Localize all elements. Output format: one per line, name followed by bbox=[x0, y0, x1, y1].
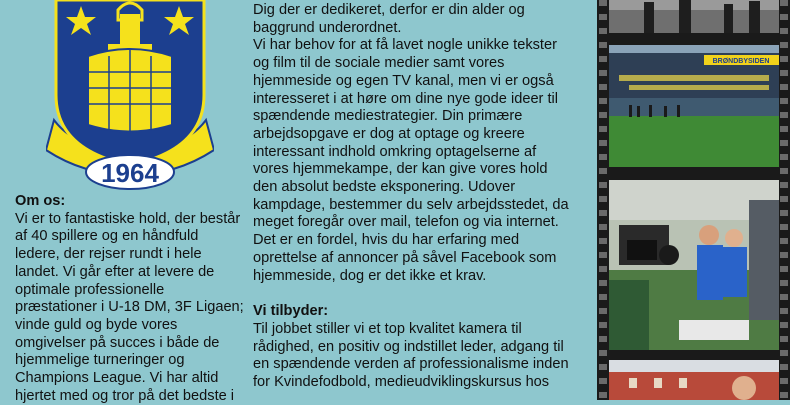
job-line: baggrund underordnet. bbox=[253, 19, 402, 36]
about-line: Vi er to fantastiske hold, der består bbox=[15, 210, 241, 227]
offer-line: Til jobbet stiller vi et top kvalitet kamera til bbox=[253, 320, 522, 337]
job-line: oprettelse af annoncer på såvel Facebook som bbox=[253, 249, 557, 266]
photo-stadium bbox=[609, 45, 779, 167]
photo-building bbox=[609, 360, 779, 400]
job-line: hjemmeside og egen TV kanal, men vi er også bbox=[253, 72, 554, 89]
job-line: Det er en fordel, hvis du har erfaring med bbox=[253, 232, 520, 249]
about-line: landet. Vi går efter at levere de bbox=[15, 263, 215, 280]
offer-heading: Vi tilbyder: bbox=[253, 303, 329, 320]
job-line: meget foregår over mail, telefon og via internet. bbox=[253, 214, 559, 231]
job-line: spændende mediestrategier. Din primære bbox=[253, 108, 523, 125]
offer-line: for Kvindefodbold, medieudviklingskursus hos bbox=[253, 374, 550, 391]
job-line: og film til de sociale medier samt vores bbox=[253, 55, 505, 72]
job-line: Dig der er dedikeret, derfor er din alder og bbox=[253, 2, 525, 18]
about-line: Champions League. Vi har altid bbox=[15, 370, 219, 387]
offer-line: rådighed, en positiv og indstillet leder, adgang til bbox=[253, 338, 564, 355]
about-line: vinde guld og byde vores bbox=[15, 316, 178, 333]
job-line: Vi har behov for at få lavet nogle unikke tekster bbox=[253, 37, 557, 54]
about-line: hjertet med og tror på det bedste i bbox=[15, 387, 235, 404]
about-line: ledere, der rejser rundt i hele bbox=[15, 246, 202, 263]
job-line: vores hjemmekampe, der kan give vores hold bbox=[253, 161, 548, 178]
job-line: arbejdsopgave er dog at optage og kreere bbox=[253, 125, 525, 142]
job-line: hjemmeside, dog er det ikke et krav. bbox=[253, 267, 487, 284]
about-heading: Om os: bbox=[15, 193, 66, 209]
photo-film-strip bbox=[597, 0, 790, 400]
about-line: af 40 spillere og en håndfuld bbox=[15, 228, 199, 245]
photo-media-camera bbox=[609, 180, 779, 350]
job-line: kampdage, bestemmer du selv arbejdsstedet, da bbox=[253, 196, 569, 213]
about-line: præstationer i U-18 DM, 3F Ligaen; bbox=[15, 299, 244, 316]
about-section bbox=[15, 193, 247, 405]
offer-line: en spændende verden af professionalisme inden bbox=[253, 356, 569, 373]
job-line: interessant indhold omkring optagelserne af bbox=[253, 143, 537, 160]
job-line: interesseret i at høre om dine nye gode ideer til bbox=[253, 90, 559, 107]
about-line: omgivelser på succes i både de bbox=[15, 334, 220, 351]
about-line: hjemmelige turneringer og bbox=[15, 352, 185, 369]
stadium-banner-text: BRØNDBYSIDEN bbox=[712, 58, 770, 65]
job-line: den absolut bedste eksponering. Udover bbox=[253, 179, 516, 196]
film-perforations-right bbox=[780, 0, 788, 400]
club-crest-logo bbox=[46, 0, 214, 190]
crest-year: 1964 bbox=[101, 158, 159, 188]
job-section bbox=[253, 2, 593, 392]
about-line: optimale professionelle bbox=[15, 281, 165, 298]
photo-players-bw bbox=[609, 0, 779, 33]
film-perforations-left bbox=[599, 0, 607, 400]
